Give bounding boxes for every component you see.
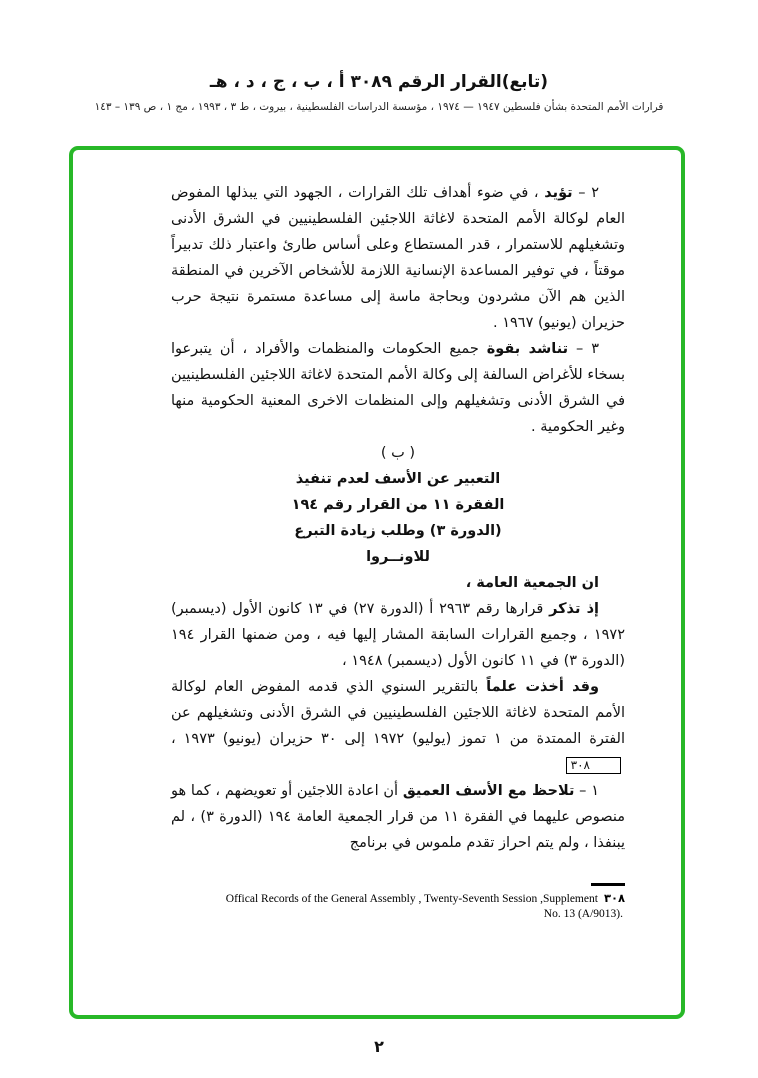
paragraph-lead-word: إذ تذكر	[549, 601, 599, 617]
section-letter: ( ب )	[380, 445, 416, 461]
footnote-reference-marker: ٣٠٨	[566, 757, 621, 774]
paragraph-body: قرارها رقم ٢٩٦٣ أ (الدورة ٢٧) في ١٣ كانون الأول (ديسمبر) ١٩٧٢ ، وجميع القرارات السابقة المشار إليها فيه ، ومن ضمنها القرار ١٩٤ (الدورة ٣) في ١١ كانون الأول (ديسمبر) ١٩٤٨ ،	[171, 601, 625, 669]
paragraph-number: ١ –	[574, 783, 599, 799]
section-heading-line: للاونــروا	[366, 549, 430, 565]
source-citation: قرارات الأمم المتحدة بشأن فلسطين ١٩٤٧ — ١٩٧٤ ، مؤسسة الدراسات الفلسطينية ، بيروت ، ط ٣ ، ١٩٩٣ ، مج ١ ، ص ١٣٩ – ١٤٣	[94, 101, 664, 113]
preamble-taking-note	[171, 674, 625, 778]
footnote-citation	[223, 891, 625, 905]
section-heading-line: (الدورة ٣) وطلب زيادة التبرع	[294, 523, 502, 539]
operative-paragraph-1	[171, 778, 625, 856]
paragraph-lead-word: وقد أخذت علماً	[486, 679, 599, 695]
footnote-block	[223, 883, 625, 920]
preamble-recalling	[171, 596, 625, 674]
section-heading-line: الفقرة ١١ من القرار رقم ١٩٤	[291, 497, 505, 513]
footnote-document-symbol: No. 13 (A/9013).	[543, 908, 623, 920]
section-heading-line: التعبير عن الأسف لعدم تنفيذ	[295, 471, 501, 487]
paragraph-lead-word: تؤيد	[544, 185, 573, 201]
footnote-separator-rule	[591, 883, 625, 886]
resolution-text-block	[73, 150, 681, 856]
operative-paragraph-3	[171, 336, 625, 440]
document-header	[0, 72, 758, 113]
footnote-number: ٣٠٨	[603, 891, 625, 905]
paragraph-body: جميع الحكومات والمنظمات والأفراد ، أن يتبرعوا بسخاء للأغراض السالفة إلى وكالة الأمم المتحدة لاغاثة اللاجئين الفلسطينيين في الشرق الأدنى وتشغيلهم وإلى المنظمات الاخرى المعنية الحكومية منها وغير الحكومية .	[171, 341, 625, 435]
paragraph-lead-word: تلاحظ مع الأسف العميق	[402, 783, 575, 799]
paragraph-body: أن اعادة اللاجئين أو تعويضهم ، كما هو منصوص عليهما في الفقرة ١١ من قرار الجمعية العامة ١٩٤ (الدورة ٣) ، لم يبنفذا ، ولم يتم احراز تقدم ملموس في برنامج	[171, 783, 625, 851]
preamble-intro: ان الجمعية العامة ،	[465, 575, 599, 591]
paragraph-lead-word: تناشد بقوة	[486, 341, 569, 357]
operative-paragraph-2	[171, 180, 625, 336]
paragraph-number: ٣ –	[568, 341, 599, 357]
paragraph-body: ، في ضوء أهداف تلك القرارات ، الجهود التي يبذلها المفوض العام لوكالة الأمم المتحدة لاغاثة اللاجئين الفلسطينيين في الشرق الأدنى وتشغيلهم للاستمرار ، قدر المستطاع وعلى أساس طارئ واعتبار ذلك تدبيراً موقتاً ، في توفير المساعدة الإنسانية اللازمة للأشخاص الآخرين في المنطقة الذين هم الآن مشردون وبحاجة ماسة إلى مساعدة مستمرة نتيجة حرب حزيران (يونيو) ١٩٦٧ .	[171, 185, 625, 331]
footnote-citation-text: Offical Records of the General Assembly , Twenty-Seventh Session ,Supplement	[225, 893, 598, 905]
page-number: ٢	[374, 1037, 384, 1056]
paragraph-number: ٢ –	[572, 185, 599, 201]
content-frame	[69, 146, 685, 1019]
paragraph-body: بالتقرير السنوي الذي قدمه المفوض العام لوكالة الأمم المتحدة لاغاثة اللاجئين الفلسطينيين في الشرق الأدنى وتشغيلهم عن الفترة الممتدة من ١ تموز (يوليو) ١٩٧٢ إلى ٣٠ حزيران (يونيو) ١٩٧٣ ،	[171, 679, 625, 747]
resolution-title: (تابع)القرار الرقم ٣٠٨٩ أ ، ب ، ج ، د ، هـ	[209, 72, 549, 92]
